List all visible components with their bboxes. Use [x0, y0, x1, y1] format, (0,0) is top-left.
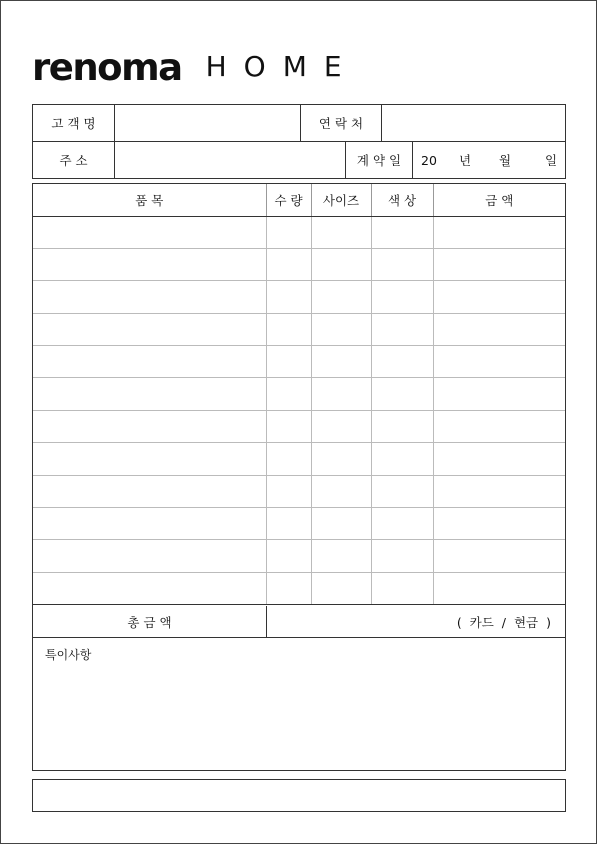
- quantity-cell[interactable]: [266, 572, 311, 604]
- logo-brand-text: renoma: [32, 45, 182, 89]
- quantity-cell[interactable]: [266, 443, 311, 475]
- quantity-cell[interactable]: [266, 313, 311, 345]
- product-cell[interactable]: [33, 443, 266, 475]
- total-row: [33, 606, 565, 638]
- amount-cell[interactable]: [433, 281, 565, 313]
- brand-logo: [32, 45, 359, 89]
- color-cell[interactable]: [371, 248, 433, 280]
- table-row: [33, 313, 565, 345]
- amount-cell[interactable]: [433, 443, 565, 475]
- address-label: 주 소: [59, 153, 88, 168]
- header-amount: 금 액: [433, 184, 565, 216]
- header-color: 색 상: [371, 184, 433, 216]
- day-unit: 일: [544, 153, 558, 168]
- quantity-cell[interactable]: [266, 281, 311, 313]
- table-row: [33, 508, 565, 540]
- contact-field[interactable]: [382, 105, 565, 141]
- table-row: [33, 346, 565, 378]
- size-cell[interactable]: [311, 410, 371, 442]
- color-cell[interactable]: [371, 346, 433, 378]
- product-cell[interactable]: [33, 378, 266, 410]
- month-unit: 월: [498, 153, 512, 168]
- info-row-2: [33, 142, 565, 178]
- table-row: [33, 540, 565, 572]
- header-product: 품 목: [33, 184, 266, 216]
- product-cell[interactable]: [33, 475, 266, 507]
- year-unit: 년: [458, 153, 472, 168]
- color-cell[interactable]: [371, 508, 433, 540]
- customer-info-table: [32, 104, 566, 179]
- amount-cell[interactable]: [433, 346, 565, 378]
- payment-method[interactable]: ( 카드 / 현금 ): [456, 614, 551, 630]
- amount-cell[interactable]: [433, 572, 565, 604]
- amount-cell[interactable]: [433, 216, 565, 248]
- product-cell[interactable]: [33, 572, 266, 604]
- quantity-cell[interactable]: [266, 216, 311, 248]
- size-cell[interactable]: [311, 475, 371, 507]
- amount-cell[interactable]: [433, 313, 565, 345]
- size-cell[interactable]: [311, 540, 371, 572]
- product-cell[interactable]: [33, 313, 266, 345]
- customer-name-field[interactable]: [115, 105, 300, 141]
- product-cell[interactable]: [33, 508, 266, 540]
- color-cell[interactable]: [371, 313, 433, 345]
- address-field[interactable]: [115, 142, 345, 178]
- size-cell[interactable]: [311, 216, 371, 248]
- quantity-cell[interactable]: [266, 540, 311, 572]
- amount-cell[interactable]: [433, 540, 565, 572]
- amount-cell[interactable]: [433, 508, 565, 540]
- logo-sub-text: HOME: [205, 50, 359, 83]
- table-row: [33, 248, 565, 280]
- product-cell[interactable]: [33, 216, 266, 248]
- size-cell[interactable]: [311, 378, 371, 410]
- size-cell[interactable]: [311, 443, 371, 475]
- color-cell[interactable]: [371, 443, 433, 475]
- item-header-row: [33, 184, 565, 216]
- footer-box[interactable]: [32, 779, 566, 812]
- size-cell[interactable]: [311, 248, 371, 280]
- quantity-cell[interactable]: [266, 248, 311, 280]
- product-cell[interactable]: [33, 281, 266, 313]
- notes-label: 특이사항: [45, 648, 92, 662]
- quantity-cell[interactable]: [266, 508, 311, 540]
- amount-cell[interactable]: [433, 248, 565, 280]
- product-cell[interactable]: [33, 410, 266, 442]
- amount-cell[interactable]: [433, 378, 565, 410]
- size-cell[interactable]: [311, 346, 371, 378]
- color-cell[interactable]: [371, 572, 433, 604]
- product-cell[interactable]: [33, 346, 266, 378]
- customer-name-label: 고 객 명: [51, 116, 96, 131]
- color-cell[interactable]: [371, 281, 433, 313]
- product-cell[interactable]: [33, 540, 266, 572]
- table-row: [33, 443, 565, 475]
- size-cell[interactable]: [311, 508, 371, 540]
- color-cell[interactable]: [371, 540, 433, 572]
- color-cell[interactable]: [371, 475, 433, 507]
- total-label: 총 금 액: [127, 614, 172, 630]
- color-cell[interactable]: [371, 378, 433, 410]
- quantity-cell[interactable]: [266, 475, 311, 507]
- table-row: [33, 281, 565, 313]
- amount-cell[interactable]: [433, 410, 565, 442]
- quantity-cell[interactable]: [266, 410, 311, 442]
- header-size: 사이즈: [311, 184, 371, 216]
- quantity-cell[interactable]: [266, 378, 311, 410]
- year-prefix: 20: [421, 152, 437, 168]
- info-row-1: [33, 105, 565, 142]
- product-cell[interactable]: [33, 248, 266, 280]
- size-cell[interactable]: [311, 281, 371, 313]
- contact-label: 연 락 처: [318, 116, 364, 131]
- header-quantity: 수 량: [266, 184, 311, 216]
- size-cell[interactable]: [311, 313, 371, 345]
- table-row: [33, 572, 565, 604]
- contract-date-label: 계 약 일: [356, 153, 402, 168]
- item-table: [32, 183, 566, 771]
- size-cell[interactable]: [311, 572, 371, 604]
- table-row: [33, 378, 565, 410]
- amount-cell[interactable]: [433, 475, 565, 507]
- table-row: [33, 410, 565, 442]
- color-cell[interactable]: [371, 216, 433, 248]
- table-row: [33, 216, 565, 248]
- quantity-cell[interactable]: [266, 346, 311, 378]
- table-row: [33, 475, 565, 507]
- color-cell[interactable]: [371, 410, 433, 442]
